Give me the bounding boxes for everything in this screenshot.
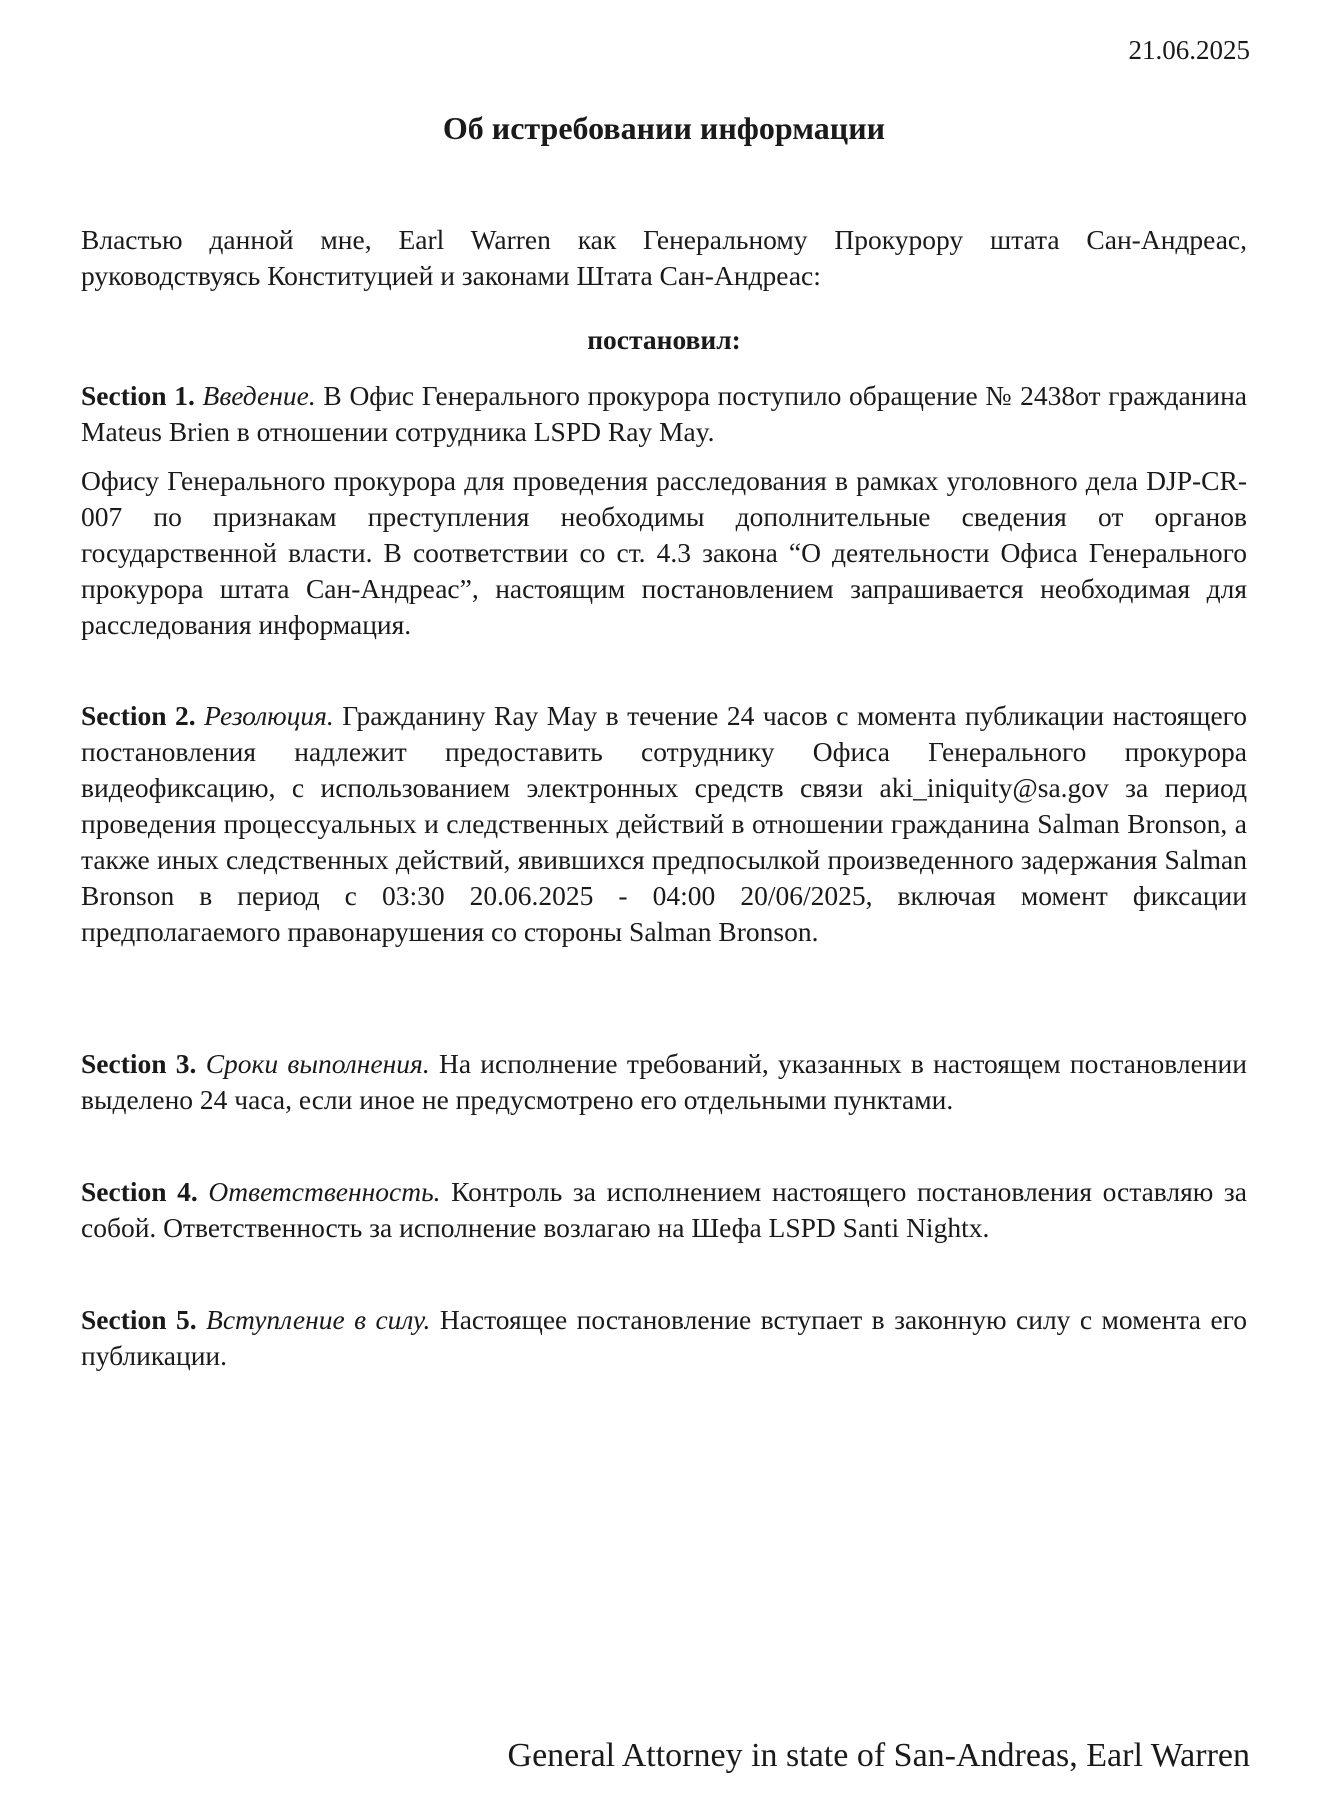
section-4 (81, 1174, 1247, 1246)
section-3 (81, 1046, 1247, 1118)
section-4-text: Контроль за исполнением настоящего постановления оставляю за собой. Ответственность за исполнение возлагаю на Шефа LSPD Santi Nightx. (81, 1176, 1248, 1243)
document-date: 21.06.2025 (1128, 35, 1250, 65)
section-5-label: Section 5. (81, 1304, 197, 1335)
preamble-paragraph (81, 222, 1247, 294)
section-4-label: Section 4. (81, 1176, 198, 1207)
section-1 (81, 378, 1247, 450)
document-title: Об истребовании информации (442, 110, 886, 146)
section-3-label: Section 3. (81, 1048, 197, 1079)
section-1-extra-text: Офису Генерального прокурора для проведения расследования в рамках уголовного дела DJP-CR-007 по признакам преступления необходимы дополнительные сведения от органов государственной власти. В соответствии со ст. 4.3 закона “О деятельности Офиса Генерального прокурора штата Сан-Андреас”, настоящим постановлением запрашивается необходимая для расследования информация. (81, 465, 1247, 640)
section-2-title: Резолюция. (204, 700, 334, 731)
section-5 (81, 1302, 1247, 1374)
section-2-text: Гражданину Ray May в течение 24 часов с момента публикации настоящего постановления надлежит предоставить сотруднику Офиса Генерального прокурора видеофиксацию, с использованием электронных средств связи aki_iniquity@sa.gov за период проведения процессуальных и следственных действий в отношении гражданина Salman Bronson, а также иных следственных действий, явившихся предпосылкой произведенного задержания Salman Bronson в период с 03:30 20.06.2025 - 04:00 20/06/2025, включая момент фиксации предполагаемого правонарушения со стороны Salman Bronson. (81, 700, 1248, 947)
decreed-heading: постановил: (587, 324, 741, 355)
section-1-text: В Офис Генерального прокурора поступило обращение № 2438от гражданина Mateus Brien в отношении сотрудника LSPD Ray May. (81, 380, 1248, 447)
section-2-label: Section 2. (81, 700, 196, 731)
section-3-title: Сроки выполнения. (205, 1048, 430, 1079)
section-3-text: На исполнение требований, указанных в настоящем постановлении выделено 24 часа, если иное не предусмотрено его отдельными пунктами. (81, 1048, 1247, 1115)
section-2 (81, 698, 1247, 950)
signature-line: General Attorney in state of San-Andreas, Earl Warren (507, 1737, 1250, 1774)
section-5-title: Вступление в силу. (206, 1304, 431, 1335)
section-5-text: Настоящее постановление вступает в законную силу с момента его публикации. (81, 1304, 1247, 1371)
section-1-title: Введение. (202, 380, 316, 411)
section-4-title: Ответственность. (208, 1176, 441, 1207)
section-1-extra-paragraph (81, 463, 1247, 643)
preamble-text: Властью данной мне, Earl Warren как Генеральному Прокурору штата Сан-Андреас, руководствуясь Конституцией и законами Штата Сан-Андреас: (81, 224, 1247, 291)
section-1-label: Section 1. (81, 380, 195, 411)
